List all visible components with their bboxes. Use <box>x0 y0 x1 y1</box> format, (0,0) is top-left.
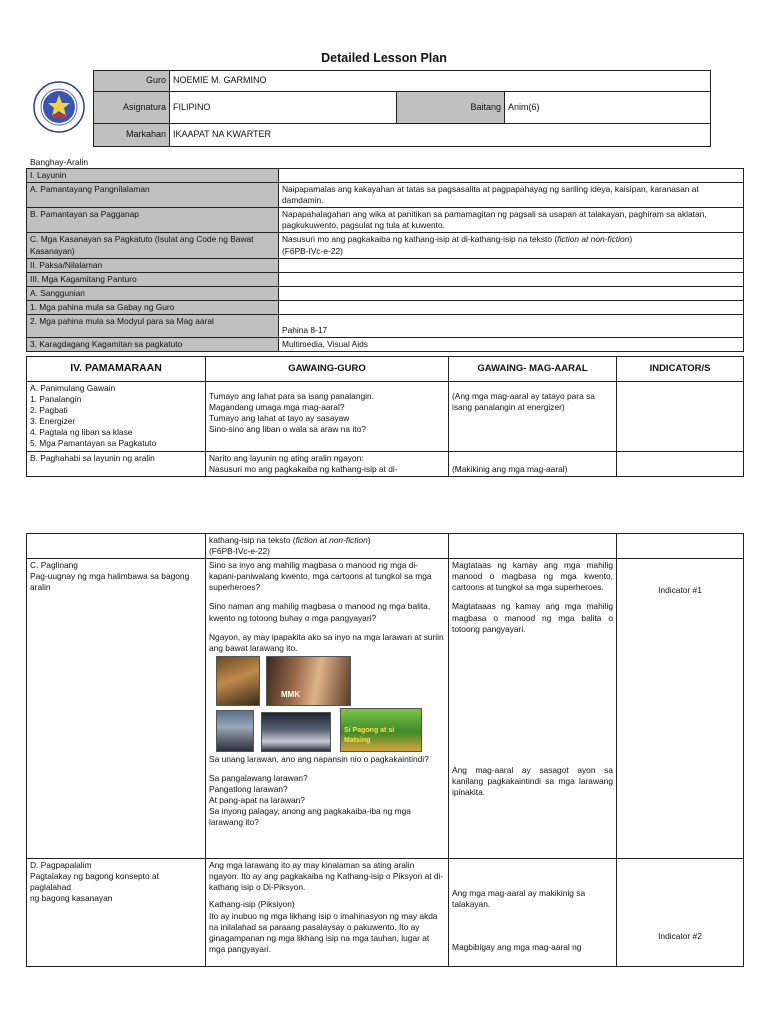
pagpapalalim-guro-p3: Ito ay inubuo ng mga likhang isip o imahinasyon ng may akda na inilalahad sa paraang pasalaysay o pakuwento. Ito ay ginagampanan ng mga likhang isip na mga tauhan, lugar at mga pangyayari. <box>209 910 438 954</box>
asignatura-value: FILIPINO <box>170 92 397 124</box>
pamantayang-pangnilalaman-value: Naipapamalas ang kakayahan at tatas sa pagsasalita at pagpapahayag ng sariling ideya, kaisipan, karanasan at damdamin. <box>279 183 744 208</box>
panimulang-gawain-cell: A. Panimulang Gawain 1. Panalangin 2. Pagbati 3. Energizer 4. Pagtala ng liban sa klase 5. Mga Pamantayan sa Pagkatuto <box>27 382 206 452</box>
gabay-guro-label: 1. Mga pahina mula sa Gabay ng Guro <box>27 300 279 314</box>
pamantayan-pagganap-label: B. Pamantayan sa Pagganap <box>27 208 279 233</box>
paghahabi-cell: B. Paghahabi sa layunin ng aralin <box>27 451 206 476</box>
guro-value: NOEMIE M. GARMINO <box>170 71 711 92</box>
paghahabi-mag-aaral-cell: (Makikinig ang mga mag-aaral) <box>449 451 617 476</box>
paksa-value <box>279 258 744 272</box>
kagamitang-panturo-value <box>279 272 744 286</box>
continuation-c1 <box>27 534 206 559</box>
markahan-label: Markahan <box>94 124 170 147</box>
larawan-1-image <box>216 656 260 706</box>
larawan-5-image <box>340 708 422 752</box>
layunin-label: I. Layunin <box>27 169 279 183</box>
larawan-5-caption: Si Pagong at si Matsing <box>344 727 395 744</box>
kagamitang-panturo-label: III. Mga Kagamitang Panturo <box>27 272 279 286</box>
panimulang-mag-aaral-text: (Ang mga mag-aaral ay tatayo para sa isang panalangin at energizer) <box>452 391 595 413</box>
paksa-label: II. Paksa/Nilalaman <box>27 258 279 272</box>
pagpapalalim-guro-p2: Kathang-isip (Piksiyon) <box>209 899 295 910</box>
pagpapalalim-mag-aaral-p2: Magbibigay ang mga mag-aaral ng <box>452 942 582 953</box>
indicator-1-label: Indicator #1 <box>658 585 702 596</box>
banghay-aralin-title: Banghay-Aralin <box>30 157 89 167</box>
larawan-2-caption: MMK <box>281 690 301 700</box>
paghahabi-indicator-cell <box>617 451 744 476</box>
larawan-4-image <box>261 712 331 752</box>
pamamaraan-continuation-table <box>26 533 744 967</box>
paglinang-guro-p5: Sa pangalawang larawan? Pangatlong larawan? At pang-apat na larawan? Sa inyong palagay, anong ang pagkakaiba-iba ng mga larawang ito? <box>209 772 411 828</box>
sanggunian-label: A. Sanggunian <box>27 286 279 300</box>
banghay-aralin-table <box>26 168 744 352</box>
pamamaraan-table <box>26 356 744 477</box>
baitang-label: Baitang <box>397 92 505 124</box>
baitang-value: Anim(6) <box>505 92 711 124</box>
svg-text:· · · · · · · · · ·: · · · · · · · · · · <box>43 89 63 93</box>
karagdagang-kagamitan-value: Multimedia, Visual Aids <box>279 338 744 352</box>
pagpapalalim-cell: D. Pagpapalalim Pagtalakay ng bagong konsepto at paglalahad ng bagong kasanayan <box>27 859 206 967</box>
larawan-gallery <box>209 656 445 753</box>
paglinang-mag-aaral-cell <box>449 559 617 859</box>
paglinang-mag-aaral-p1: Magtataas ng kamay ang mga mahilig manood o magbasa ng mga kwento, cartoons at tungkol sa mga superheroes. <box>452 560 613 593</box>
indicator-2-label: Indicator #2 <box>658 931 702 942</box>
continuation-text-em: fiction at non-fiction <box>295 535 368 545</box>
paglinang-guro-cell <box>206 559 449 859</box>
panimulang-indicator-cell <box>617 382 744 452</box>
document-title: Detailed Lesson Plan <box>321 51 447 65</box>
gabay-guro-value <box>279 300 744 314</box>
pagpapalalim-mag-aaral-p1: Ang mga mag-aaral ay makikinig sa talakayan. <box>452 888 586 910</box>
gawaing-mag-aaral-header: GAWAING- MAG-AARAL <box>449 357 617 382</box>
svg-text:· · · · · · · · · ·: · · · · · · · · · · <box>43 124 63 128</box>
paghahabi-guro-cell: Narito ang layunin ng ating aralin ngayon: Nasusuri mo ang pagkakaiba ng kathang-isip at di- <box>206 451 449 476</box>
continuation-text-pre: kathang-isip na teksto ( <box>209 535 296 545</box>
paglinang-guro-p3: Ngayon, ay may ipapakita ako sa inyo na mga larawan at suriin ang bawat larawang ito. <box>209 631 444 653</box>
continuation-c3 <box>449 534 617 559</box>
paglinang-cell: C. Paglinang Pag-uugnay ng mga halimbawa sa bagong aralin <box>27 559 206 859</box>
paglinang-mag-aaral-p3: Ang mag-aaral ay sasagot ayon sa kanilang pagkakaintindi sa mga larawang ipinakita. <box>452 764 613 797</box>
pagpapalalim-mag-aaral-cell <box>449 859 617 967</box>
layunin-value <box>279 169 744 183</box>
paglinang-guro-p4: Sa unang larawan, ano ang napansin nio o pagkakaintindi? <box>209 753 429 764</box>
panimulang-mag-aaral-cell <box>449 382 617 452</box>
indicators-header: INDICATOR/S <box>617 357 744 382</box>
markahan-value: IKAAPAT NA KWARTER <box>170 124 711 147</box>
pagpapalalim-indicator-cell <box>617 859 744 967</box>
panimulang-guro-cell <box>206 382 449 452</box>
kasanayan-value: Nasusuri mo ang pagkakaiba ng kathang-isip at di-kathang-isip na teksto (fiction at non-fiction) (F6PB-IVc-e-22) <box>279 233 744 258</box>
paglinang-guro-p1: Sino sa inyo ang mahilig magbasa o manood ng mga di-kapani-paniwalang kwento, mga cartoons at tungkol sa mga superheroes? <box>209 560 432 593</box>
modyul-label: 2. Mga pahina mula sa Modyul para sa Mag aaral <box>27 315 279 338</box>
header-info-table <box>93 70 711 147</box>
pamamaraan-header: IV. PAMAMARAAN <box>27 357 206 382</box>
kasanayan-label: C. Mga Kasanayan sa Pagkatuto (Isulat ang Code ng Bawat Kasanayan) <box>27 233 279 258</box>
sanggunian-value <box>279 286 744 300</box>
pagpapalalim-guro-p1: Ang mga larawang ito ay may kinalaman sa ating aralin ngayon. Ito ay ang pagkakaiba ng Kathang-isip o Piksyon at di-kathang isip o Di-Piksyon. <box>209 860 444 893</box>
paglinang-guro-p2: Sino naman ang mahilig magbasa o manood ng mga balita, kwento ng totoong buhay o mga pangyayari? <box>209 601 431 623</box>
panimulang-guro-text: Tumayo ang lahat para sa isang panalangin. Magandang umaga mga mag-aaral? Tumayo ang lahat at tayo ay sasayaw Sino-sino ang liban o wala sa araw na ito? <box>209 391 374 435</box>
paglinang-mag-aaral-p2: Magtataaas ng kamay ang mga mahilig magbasa o manood ng mga balita o totoong pangyayari. <box>452 601 613 634</box>
larawan-3-image <box>216 710 254 752</box>
paglinang-indicator-cell <box>617 559 744 859</box>
continuation-text-post: ) <box>367 535 371 545</box>
continuation-c4 <box>617 534 744 559</box>
asignatura-label: Asignatura <box>94 92 170 124</box>
modyul-value: Pahina 8-17 <box>279 315 744 338</box>
pamantayan-pagganap-value: Napapahalagahan ang wika at panitikan sa pamamagitan ng pagsali sa usapan at talakayan, paghiram sa aklatan, pagkukuwento, pagsulat ng tula at kuwento. <box>279 208 744 233</box>
karagdagang-kagamitan-label: 3. Karagdagang Kagamitan sa pagkatuto <box>27 338 279 352</box>
deped-seal-logo <box>33 81 85 133</box>
continuation-guro-cell <box>206 534 449 559</box>
pagpapalalim-guro-cell <box>206 859 449 967</box>
pamantayang-pangnilalaman-label: A. Pamantayang Pangnilalaman <box>27 183 279 208</box>
guro-label: Guro <box>94 71 170 92</box>
larawan-2-image <box>266 656 351 706</box>
continuation-code: (F6PB-IVc-e-22) <box>209 546 270 557</box>
gawaing-guro-header: GAWAING-GURO <box>206 357 449 382</box>
